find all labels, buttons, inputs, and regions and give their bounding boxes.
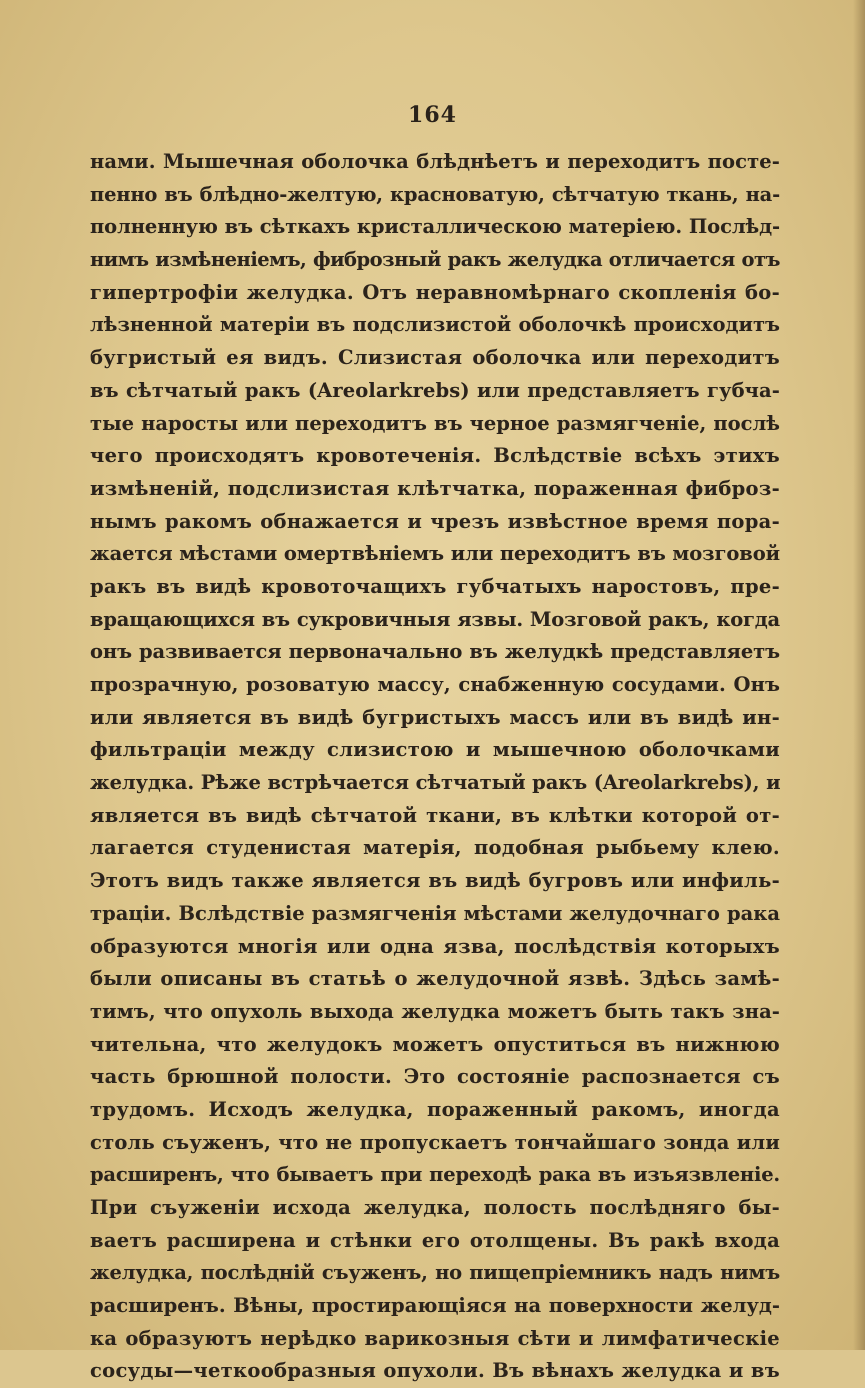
text-line: желудка, послѣдній съуженъ, но пищепріемникъ надъ нимъ <box>90 1261 780 1285</box>
text-line: При съуженіи исхода желудка, полость послѣдняго бы- <box>90 1196 780 1219</box>
text-line: нымъ ракомъ обнажается и чрезъ извѣстное время пора- <box>90 509 780 533</box>
text-line: полненную въ сѣткахъ кристаллическою матеріею. Послѣд- <box>90 215 780 239</box>
text-line: нами. Мышечная оболочка блѣднѣетъ и переходитъ посте- <box>90 150 780 173</box>
text-line: вращающихся въ сукровичныя язвы. Мозговой ракъ, когда <box>90 607 780 631</box>
text-line: нимъ измѣненіемъ, фиброзный ракъ желудка отличается отъ <box>90 248 780 272</box>
page-number: 164 <box>408 102 457 128</box>
text-line: пенно въ блѣдно-желтую, красноватую, сѣтчатую ткань, на- <box>90 182 780 206</box>
text-line: ракъ въ видѣ кровоточащихъ губчатыхъ наростовъ, пре- <box>90 574 780 598</box>
text-line: траціи. Вслѣдствіе размягченія мѣстами желудочнаго рака <box>90 901 780 925</box>
text-line: или является въ видѣ бугристыхъ массъ или въ видѣ ин- <box>90 705 780 729</box>
text-line: бугристый ея видъ. Слизистая оболочка или переходитъ <box>90 346 780 370</box>
text-line: прозрачную, розоватую массу, снабженную сосудами. Онъ <box>90 673 780 696</box>
text-line: желудка. Рѣже встрѣчается сѣтчатый ракъ (Areolarkrebs), и <box>90 771 781 795</box>
text-line: фильтраціи между слизистою и мышечною оболочками <box>90 738 780 762</box>
text-line: въ сѣтчатый ракъ (Areolarkrebs) или представляетъ губча- <box>90 378 780 402</box>
text-line: онъ развивается первоначально въ желудкѣ представляетъ <box>90 640 780 664</box>
text-line: лагается студенистая матерія, подобная рыбьему клею. <box>90 836 780 860</box>
text-line: сосуды—четкообразныя опухоли. Въ вѣнахъ желудка и въ <box>90 1359 780 1383</box>
text-line: лѣзненной матеріи въ подслизистой оболочкѣ происходитъ <box>90 313 780 337</box>
text-line: часть брюшной полости. Это состояніе распознается съ <box>90 1065 780 1089</box>
text-line: столь съуженъ, что не пропускаетъ тончайшаго зонда или <box>90 1130 780 1154</box>
body-text <box>90 146 780 1388</box>
text-line: тимъ, что опухоль выхода желудка можетъ быть такъ зна- <box>90 999 780 1023</box>
text-line: трудомъ. Исходъ желудка, пораженный ракомъ, иногда <box>90 1097 780 1121</box>
text-line: ваетъ расширена и стѣнки его отолщены. Въ ракѣ входа <box>90 1228 780 1252</box>
text-line: тые наросты или переходитъ въ черное размягченіе, послѣ <box>90 411 780 435</box>
text-line: Этотъ видъ также является въ видѣ бугровъ или инфиль- <box>90 869 780 893</box>
text-line: является въ видѣ сѣтчатой ткани, въ клѣтки которой от- <box>90 803 780 827</box>
page-edge-shadow <box>853 0 865 1350</box>
text-line: расширенъ, что бываетъ при переходѣ рака въ изъязвленіе. <box>90 1163 780 1187</box>
text-line: измѣненій, подслизистая клѣтчатка, пораженная фиброз- <box>90 476 780 500</box>
text-line: образуются многія или одна язва, послѣдствія которыхъ <box>90 934 780 958</box>
text-line: чительна, что желудокъ можетъ опуститься въ нижнюю <box>90 1032 780 1056</box>
text-line: гипертрофіи желудка. Отъ неравномѣрнаго скопленія бо- <box>90 280 780 304</box>
text-line: чего происходятъ кровотеченія. Вслѣдствіе всѣхъ этихъ <box>90 444 780 468</box>
text-line: были описаны въ статьѣ о желудочной язвѣ. Здѣсь замѣ- <box>90 967 780 991</box>
text-line: расширенъ. Вѣны, простирающіяся на поверхности желуд- <box>90 1294 780 1318</box>
text-line: ка образуютъ нерѣдко варикозныя сѣти и лимфатическіе <box>90 1326 780 1350</box>
text-line: жается мѣстами омертвѣніемъ или переходитъ въ мозговой <box>90 542 780 566</box>
